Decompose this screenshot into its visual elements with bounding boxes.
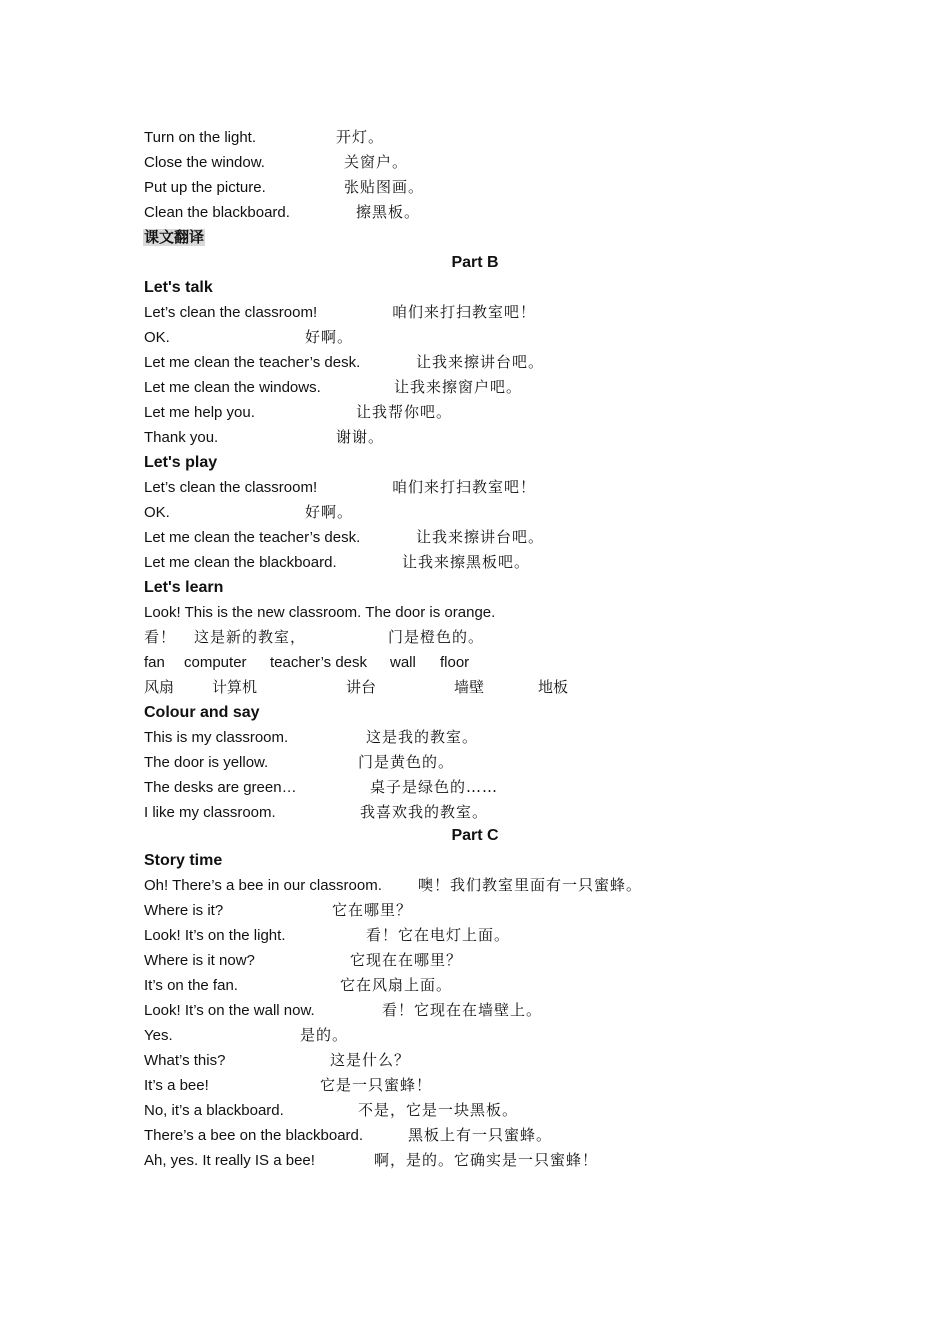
chinese-text: 门是黄色的。: [358, 753, 455, 771]
chinese-text: 是的。: [300, 1026, 349, 1044]
text-line: [144, 800, 744, 825]
chinese-text: 门是橙色的。: [388, 628, 485, 646]
text-line: [144, 998, 744, 1023]
text-line: [144, 1048, 744, 1073]
text-line: [144, 1123, 744, 1148]
chinese-text: 这是我的教室。: [366, 728, 479, 746]
vocab-word: floor: [440, 654, 470, 671]
text-line: [144, 625, 744, 650]
text-line: [144, 350, 744, 375]
text-line: [144, 550, 744, 575]
chinese-text: 好啊。: [305, 503, 354, 521]
section-label: [143, 225, 205, 250]
english-text: Let’s clean the classroom!: [144, 304, 318, 321]
text-line: [144, 948, 744, 973]
text-line: [144, 1073, 744, 1098]
text-line: [144, 375, 744, 400]
vocabulary-row-chinese: [144, 675, 744, 700]
colour-and-say-heading: Colour and say: [144, 704, 260, 721]
part-c-title: Part C: [451, 827, 499, 844]
chinese-text: 这是新的教室，: [194, 628, 307, 646]
text-line: [144, 775, 744, 800]
english-text: Ah, yes. It really IS a bee!: [144, 1152, 315, 1169]
vocab-word: 计算机: [212, 678, 258, 696]
chinese-text: 谢谢。: [336, 428, 385, 446]
text-line: Look! This is the new classroom. The door is orange.: [144, 604, 496, 621]
english-text: Put up the picture.: [144, 179, 266, 196]
text-line: [144, 873, 764, 898]
chinese-text: 咱们来打扫教室吧！: [392, 478, 537, 496]
chinese-text: 它是一只蜜蜂！: [320, 1076, 433, 1094]
text-line: [144, 1023, 744, 1048]
english-text: The desks are green…: [144, 779, 297, 796]
text-line: [144, 400, 744, 425]
text-line: [144, 750, 744, 775]
section-label-text: 课文翻译: [144, 229, 205, 246]
english-text: There’s a bee on the blackboard.: [144, 1127, 364, 1144]
text-line: [144, 325, 744, 350]
english-text: Let me help you.: [144, 404, 255, 421]
text-line: [144, 150, 744, 175]
chinese-text: 桌子是绿色的……: [370, 778, 499, 796]
text-line: [144, 1148, 764, 1173]
english-text: Turn on the light.: [144, 129, 257, 146]
text-line: [144, 1098, 744, 1123]
english-text: Let me clean the windows.: [144, 379, 321, 396]
chinese-text: 让我来擦讲台吧。: [416, 353, 545, 371]
english-text: This is my classroom.: [144, 729, 289, 746]
english-text: OK.: [144, 504, 170, 521]
english-text: Yes.: [144, 1027, 173, 1044]
story-time-heading: Story time: [144, 852, 223, 869]
chinese-text: 这是什么？: [330, 1051, 411, 1069]
chinese-text: 噢！我们教室里面有一只蜜蜂。: [418, 876, 643, 894]
chinese-text: 看！它现在在墙壁上。: [382, 1001, 543, 1019]
text-line: [144, 125, 744, 150]
english-text: The door is yellow.: [144, 754, 269, 771]
chinese-text: 咱们来打扫教室吧！: [392, 303, 537, 321]
text-line: [144, 725, 744, 750]
english-text: Let me clean the blackboard.: [144, 554, 337, 571]
text-line: [144, 898, 744, 923]
chinese-text: 开灯。: [336, 128, 385, 146]
chinese-text: 它在风扇上面。: [340, 976, 453, 994]
chinese-text: 啊，是的。它确实是一只蜜蜂！: [374, 1151, 599, 1169]
text-line: [144, 500, 744, 525]
english-text: Look! It’s on the wall now.: [144, 1002, 315, 1019]
english-text: Look! It’s on the light.: [144, 927, 286, 944]
text-line: [144, 475, 744, 500]
chinese-text: 看！: [144, 628, 177, 646]
chinese-text: 好啊。: [305, 328, 354, 346]
english-text: Oh! There’s a bee in our classroom.: [144, 877, 382, 894]
chinese-text: 不是，它是一块黑板。: [358, 1101, 519, 1119]
english-text: Clean the blackboard.: [144, 204, 290, 221]
english-text: Close the window.: [144, 154, 265, 171]
english-text: It’s a bee!: [144, 1077, 209, 1094]
chinese-text: 我喜欢我的教室。: [360, 803, 489, 821]
chinese-text: 它现在在哪里？: [350, 951, 463, 969]
vocab-word: 地板: [538, 678, 569, 696]
lets-talk-heading: Let's talk: [144, 279, 213, 296]
vocab-word: 墙壁: [454, 678, 485, 696]
text-line: [144, 425, 744, 450]
text-line: [144, 973, 744, 998]
chinese-text: 黑板上有一只蜜蜂。: [408, 1126, 553, 1144]
chinese-text: 让我来擦窗户吧。: [394, 378, 523, 396]
english-text: It’s on the fan.: [144, 977, 238, 994]
chinese-text: 让我帮你吧。: [356, 403, 453, 421]
english-text: Thank you.: [144, 429, 219, 446]
text-line: [144, 300, 744, 325]
chinese-text: 张贴图画。: [344, 178, 425, 196]
part-b-title: Part B: [451, 254, 499, 271]
lets-learn-heading: Let's learn: [144, 579, 224, 596]
vocab-word: computer: [184, 654, 247, 671]
chinese-text: 看！它在电灯上面。: [366, 926, 511, 944]
english-text: Let me clean the teacher’s desk.: [144, 354, 361, 371]
vocab-word: teacher’s desk: [270, 654, 368, 671]
english-text: Let’s clean the classroom!: [144, 479, 318, 496]
text-line: [144, 923, 744, 948]
english-text: I like my classroom.: [144, 804, 276, 821]
vocab-word: 风扇: [144, 678, 175, 696]
english-text: What’s this?: [144, 1052, 226, 1069]
english-text: Let me clean the teacher’s desk.: [144, 529, 361, 546]
vocab-word: 讲台: [346, 678, 377, 696]
chinese-text: 让我来擦黑板吧。: [402, 553, 531, 571]
english-text: No, it’s a blackboard.: [144, 1102, 284, 1119]
vocabulary-row-english: [144, 650, 744, 675]
chinese-text: 关窗户。: [344, 153, 409, 171]
vocab-word: fan: [144, 654, 165, 671]
english-text: Where is it now?: [144, 952, 255, 969]
text-line: [144, 200, 744, 225]
text-line: [144, 525, 744, 550]
english-text: Where is it?: [144, 902, 224, 919]
text-line: [144, 175, 744, 200]
chinese-text: 擦黑板。: [356, 203, 421, 221]
lets-play-heading: Let's play: [144, 454, 218, 471]
chinese-text: 它在哪里？: [332, 901, 413, 919]
english-text: OK.: [144, 329, 170, 346]
chinese-text: 让我来擦讲台吧。: [416, 528, 545, 546]
vocab-word: wall: [390, 654, 416, 671]
